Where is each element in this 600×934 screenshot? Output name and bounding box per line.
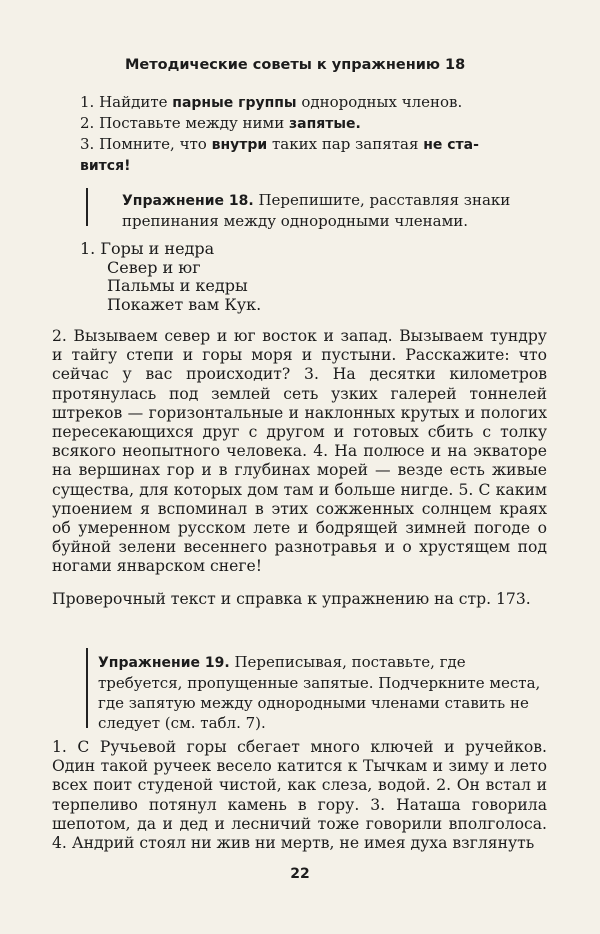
page-number: 22 xyxy=(290,866,310,882)
poem-line: 1. Горы и недра xyxy=(80,239,215,258)
poem-line: Север и юг xyxy=(107,257,201,277)
margin-bar xyxy=(86,188,88,226)
exercise-19-text: Переписывая, поставьте, где требуется, пропущенные запятые. Подчеркните места, где запятую между однородными членами ставить не следует (см. табл. 7). xyxy=(98,653,541,732)
exercise-19-sentences: 1. С Ручьевой горы сбегает много ключей и ручейков. Один такой ручеек весело катится к Тычкам и зиму и лето всех поит студеной чистой, как слеза, водой. 2. Он встал и терпеливо потянул камень в гору. 3. Наташа говорила шепотом, да и дед и лесничий тоже говорили вполголоса. 4. Андрий стоял ни жив ни мертв, не имея духа взглянуть xyxy=(52,738,547,853)
margin-bar xyxy=(86,648,88,728)
section-heading: Методические советы к упражнению 18 xyxy=(125,57,466,73)
exercise-18-label: Упражнение 18. xyxy=(122,193,254,209)
tip-2: 2. Поставьте между ними запятые. xyxy=(80,114,361,132)
exercise-19-task xyxy=(98,652,548,733)
exercise-18-task xyxy=(122,190,550,231)
tip-3-continued: вится! xyxy=(80,158,131,174)
poem-number: 1. xyxy=(80,239,96,258)
tip-1: 1. Найдите парные группы однородных членов. xyxy=(80,93,463,111)
exercise-18-text: Перепишите, расставляя знаки препинания между однородными членами. xyxy=(122,191,511,230)
answer-reference: Проверочный текст и справка к упражнению на стр. 173. xyxy=(52,590,531,608)
exercise-18-sentences: 2. Вызываем север и юг восток и запад. Вызываем тундру и тайгу степи и горы моря и пустыни. Расскажите: что сейчас у вас происходит? 3. На десятки километров протянулась под землей сеть узких галерей тоннелей штреков — горизонтальные и наклонных крутых и пологих пересекающихся друг с другом и готовых сбить с толку всякого неопытного человека. 4. На полюсе и на экваторе на вершинах гор и в глубинах морей — везде есть живые существа, для которых дом там и больше нигде. 5. С каким упоением я вспоминал в этих сожженных солнцем краях об умеренном русском лете и бодрящей зимней погоде о буйной зелени весеннего разнотравья и о хрустящем под ногами январском снеге! xyxy=(52,327,547,576)
methodical-tips xyxy=(80,92,550,176)
poem-excerpt xyxy=(80,240,261,314)
poem-line: Покажет вам Кук. xyxy=(107,294,262,314)
tip-3: 3. Помните, что внутри таких пар запятая не ста- xyxy=(80,135,479,153)
exercise-19-label: Упражнение 19. xyxy=(98,655,230,671)
poem-line: Пальмы и кедры xyxy=(107,276,248,295)
